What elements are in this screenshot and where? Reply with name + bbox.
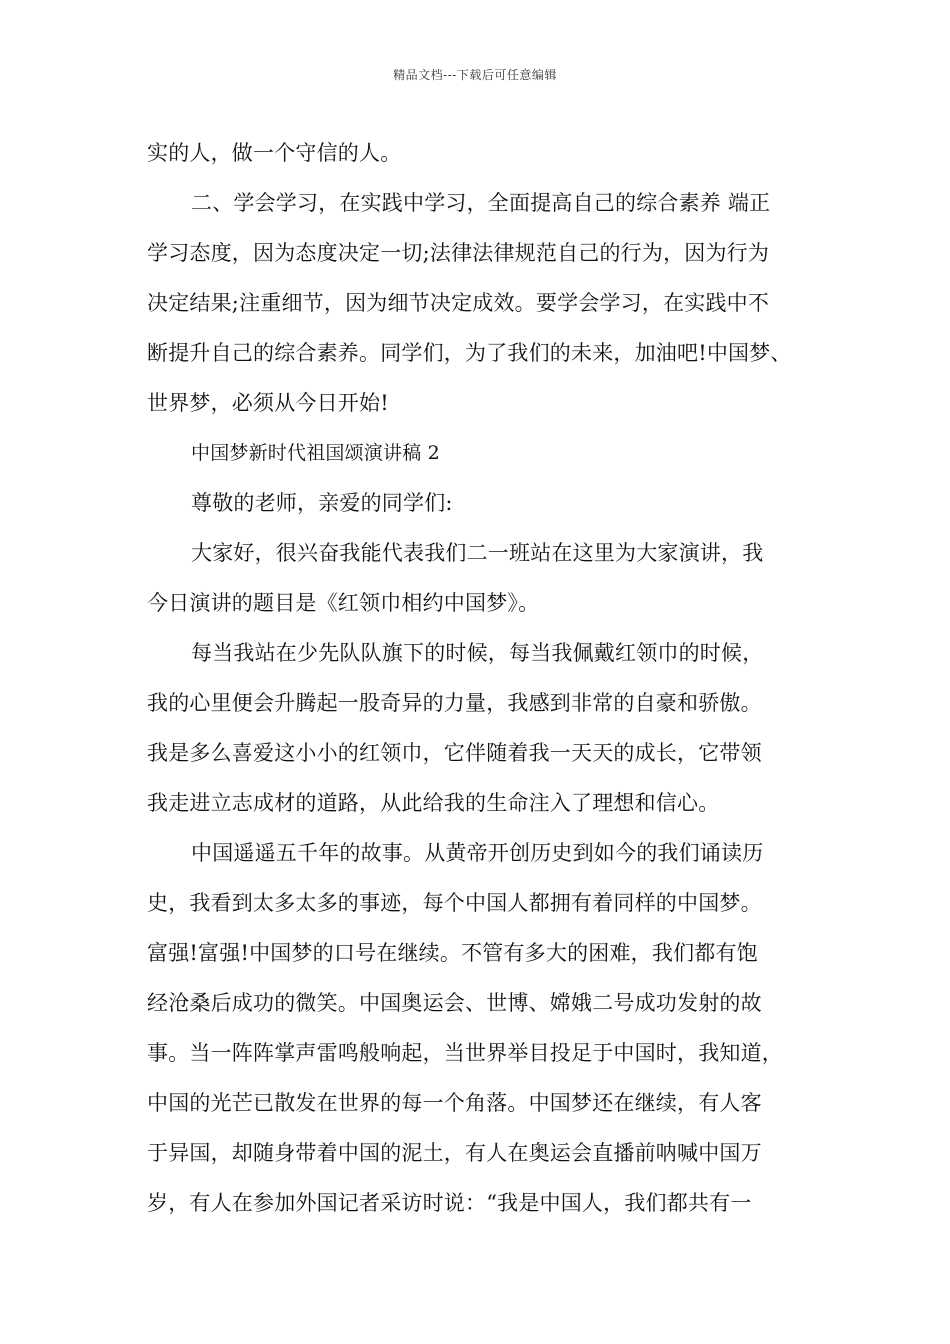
- text-line: 学习态度，因为态度决定一切;法律法律规范自己的行为，因为行为: [147, 241, 770, 265]
- text-line: 每当我站在少先队队旗下的时候，每当我佩戴红领巾的时候，: [191, 641, 764, 665]
- section-heading: 中国梦新时代祖国颂演讲稿 2: [191, 442, 440, 464]
- text-line: 大家好，很兴奋我能代表我们二一班站在这里为大家演讲，我: [191, 541, 764, 565]
- text-line: 今日演讲的题目是《红领巾相约中国梦》。: [147, 591, 540, 615]
- text-line: 中国遥遥五千年的故事。从黄帝开创历史到如今的我们诵读历: [191, 841, 764, 865]
- text-line: 中国的光芒已散发在世界的每一个角落。中国梦还在继续，有人客: [147, 1091, 762, 1115]
- text-line: 二、学会学习，在实践中学习，全面提高自己的综合素养 端正: [191, 191, 771, 215]
- salutation: 尊敬的老师，亲爱的同学们:: [191, 491, 453, 515]
- text-line: 我是多么喜爱这小小的红领巾，它伴随着我一天天的成长，它带领: [147, 741, 762, 765]
- document-body: [147, 128, 817, 1228]
- text-line: 史，我看到太多太多的事迹，每个中国人都拥有着同样的中国梦。: [147, 891, 762, 915]
- text-line: 世界梦，必须从今日开始!: [147, 391, 389, 415]
- text-line: 经沧桑后成功的微笑。中国奥运会、世博、嫦娥二号成功发射的故: [147, 991, 762, 1015]
- page-header: 精品文档---下载后可任意编辑: [393, 68, 557, 82]
- text-line: 富强!富强!中国梦的口号在继续。不管有多大的困难，我们都有饱: [147, 941, 758, 965]
- text-line: 断提升自己的综合素养。同学们，为了我们的未来，加油吧!中国梦、: [147, 341, 792, 365]
- text-line: 岁，有人在参加外国记者采访时说：“我是中国人，我们都共有一: [147, 1191, 752, 1215]
- text-line: 事。当一阵阵掌声雷鸣般响起，当世界举目投足于中国时，我知道，: [147, 1041, 783, 1065]
- text-line: 决定结果;注重细节，因为细节决定成效。要学会学习，在实践中不: [147, 291, 770, 315]
- text-line: 我走进立志成材的道路，从此给我的生命注入了理想和信心。: [147, 791, 720, 815]
- text-line: 实的人，做一个守信的人。: [147, 141, 402, 165]
- text-line: 我的心里便会升腾起一股奇异的力量，我感到非常的自豪和骄傲。: [147, 691, 762, 715]
- text-line: 于异国，却随身带着中国的泥土，有人在奥运会直播前呐喊中国万: [147, 1141, 762, 1165]
